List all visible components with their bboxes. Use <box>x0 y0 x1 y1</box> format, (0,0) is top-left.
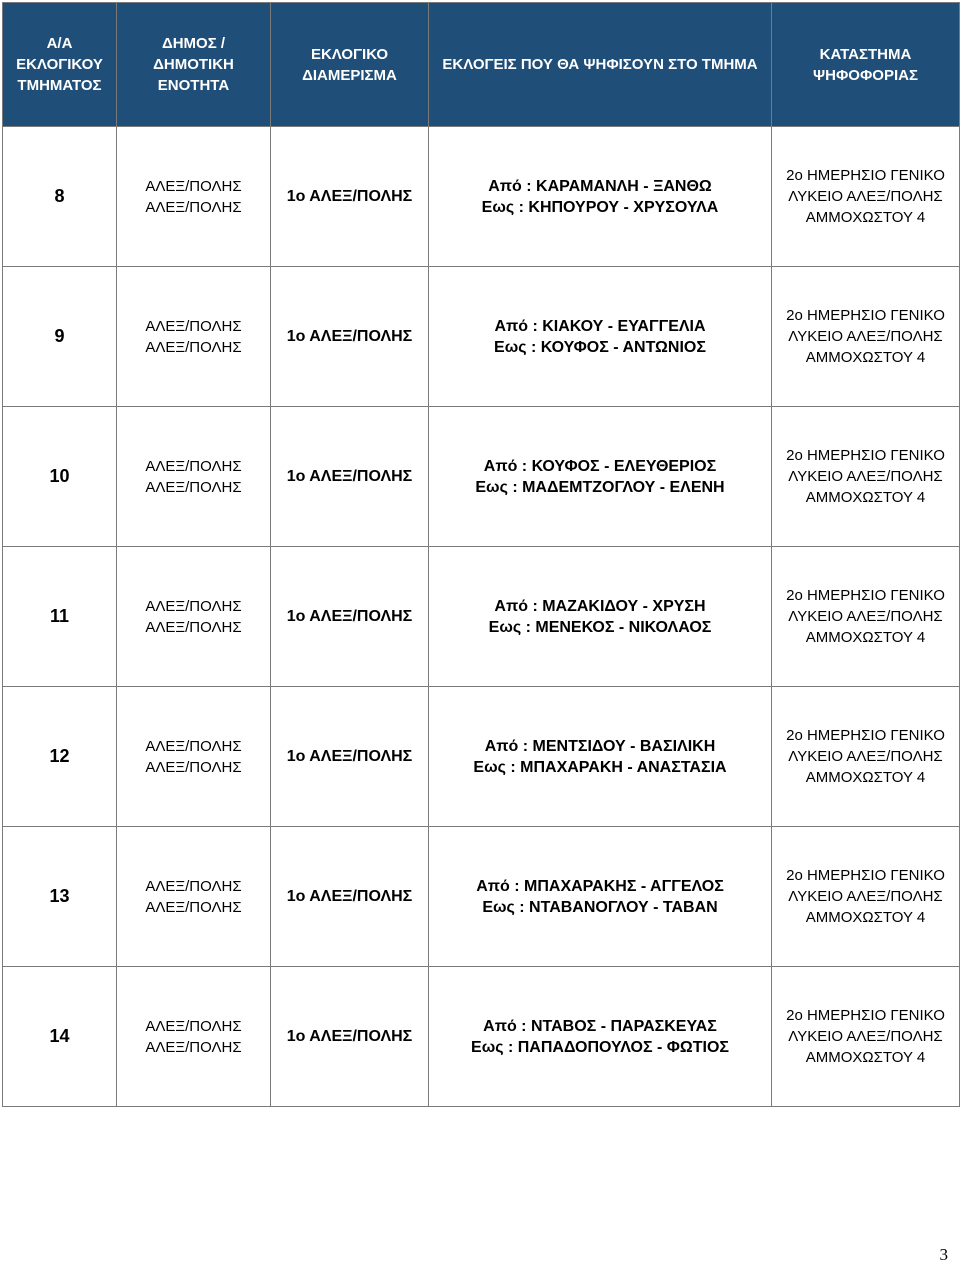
voters-range-cell <box>429 547 772 687</box>
polling-station-cell: 2ο ΗΜΕΡΗΣΙΟ ΓΕΝΙΚΟ ΛΥΚΕΙΟ ΑΛΕΞ/ΠΟΛΗΣ ΑΜΜΟΧΩΣΤΟΥ 4 <box>772 407 960 547</box>
voters-from: Από : ΝΤΑΒΟΣ - ΠΑΡΑΣΚΕΥΑΣ <box>483 1017 717 1035</box>
municipality-cell: ΑΛΕΞ/ΠΟΛΗΣ ΑΛΕΞ/ΠΟΛΗΣ <box>117 967 271 1107</box>
table-row <box>3 547 960 687</box>
polling-station-cell: 2ο ΗΜΕΡΗΣΙΟ ΓΕΝΙΚΟ ΛΥΚΕΙΟ ΑΛΕΞ/ΠΟΛΗΣ ΑΜΜΟΧΩΣΤΟΥ 4 <box>772 267 960 407</box>
table-row <box>3 267 960 407</box>
voters-range-cell <box>429 687 772 827</box>
district-cell: 1ο ΑΛΕΞ/ΠΟΛΗΣ <box>271 407 429 547</box>
voters-from: Από : ΚΙΑΚΟΥ - ΕΥΑΓΓΕΛΙΑ <box>494 317 706 335</box>
voters-from: Από : ΜΕΝΤΣΙΔΟΥ - ΒΑΣΙΛΙΚΗ <box>484 737 716 755</box>
polling-station-cell: 2ο ΗΜΕΡΗΣΙΟ ΓΕΝΙΚΟ ΛΥΚΕΙΟ ΑΛΕΞ/ΠΟΛΗΣ ΑΜΜΟΧΩΣΤΟΥ 4 <box>772 547 960 687</box>
municipality-cell: ΑΛΕΞ/ΠΟΛΗΣ ΑΛΕΞ/ΠΟΛΗΣ <box>117 827 271 967</box>
district-cell: 1ο ΑΛΕΞ/ΠΟΛΗΣ <box>271 547 429 687</box>
municipality-cell: ΑΛΕΞ/ΠΟΛΗΣ ΑΛΕΞ/ΠΟΛΗΣ <box>117 407 271 547</box>
section-number: 8 <box>3 127 117 267</box>
polling-station-cell: 2ο ΗΜΕΡΗΣΙΟ ΓΕΝΙΚΟ ΛΥΚΕΙΟ ΑΛΕΞ/ΠΟΛΗΣ ΑΜΜΟΧΩΣΤΟΥ 4 <box>772 687 960 827</box>
section-number: 13 <box>3 827 117 967</box>
voters-to: Εως : ΜΕΝΕΚΟΣ - ΝΙΚΟΛΑΟΣ <box>488 618 712 636</box>
header-aa: Α/Α ΕΚΛΟΓΙΚΟΥ ΤΜΗΜΑΤΟΣ <box>3 3 117 127</box>
header-district: ΕΚΛΟΓΙΚΟ ΔΙΑΜΕΡΙΣΜΑ <box>271 3 429 127</box>
district-cell: 1ο ΑΛΕΞ/ΠΟΛΗΣ <box>271 127 429 267</box>
voters-from: Από : ΚΑΡΑΜΑΝΛΗ - ΞΑΝΘΩ <box>488 177 712 195</box>
voters-from: Από : ΜΑΖΑΚΙΔΟΥ - ΧΡΥΣΗ <box>494 597 706 615</box>
polling-table <box>2 2 960 1107</box>
voters-range-cell <box>429 127 772 267</box>
voters-range-cell <box>429 827 772 967</box>
header-voters: ΕΚΛΟΓΕΙΣ ΠΟΥ ΘΑ ΨΗΦΙΣΟΥΝ ΣΤΟ ΤΜΗΜΑ <box>429 3 772 127</box>
polling-station-cell: 2ο ΗΜΕΡΗΣΙΟ ΓΕΝΙΚΟ ΛΥΚΕΙΟ ΑΛΕΞ/ΠΟΛΗΣ ΑΜΜΟΧΩΣΤΟΥ 4 <box>772 127 960 267</box>
voters-range-cell <box>429 967 772 1107</box>
section-number: 11 <box>3 547 117 687</box>
municipality-cell: ΑΛΕΞ/ΠΟΛΗΣ ΑΛΕΞ/ΠΟΛΗΣ <box>117 687 271 827</box>
voters-from: Από : ΚΟΥΦΟΣ - ΕΛΕΥΘΕΡΙΟΣ <box>483 457 717 475</box>
table-row <box>3 687 960 827</box>
voters-to: Εως : ΠΑΠΑΔΟΠΟΥΛΟΣ - ΦΩΤΙΟΣ <box>471 1038 729 1056</box>
municipality-cell: ΑΛΕΞ/ΠΟΛΗΣ ΑΛΕΞ/ΠΟΛΗΣ <box>117 267 271 407</box>
district-cell: 1ο ΑΛΕΞ/ΠΟΛΗΣ <box>271 687 429 827</box>
district-cell: 1ο ΑΛΕΞ/ΠΟΛΗΣ <box>271 267 429 407</box>
section-number: 10 <box>3 407 117 547</box>
voters-from: Από : ΜΠΑΧΑΡΑΚΗΣ - ΑΓΓΕΛΟΣ <box>476 877 724 895</box>
voters-to: Εως : ΚΗΠΟΥΡΟΥ - ΧΡΥΣΟΥΛΑ <box>481 198 719 216</box>
district-cell: 1ο ΑΛΕΞ/ΠΟΛΗΣ <box>271 967 429 1107</box>
section-number: 9 <box>3 267 117 407</box>
table-row <box>3 967 960 1107</box>
voters-range-cell <box>429 407 772 547</box>
voters-to: Εως : ΝΤΑΒΑΝΟΓΛΟΥ - ΤΑΒΑΝ <box>482 898 718 916</box>
polling-station-cell: 2ο ΗΜΕΡΗΣΙΟ ΓΕΝΙΚΟ ΛΥΚΕΙΟ ΑΛΕΞ/ΠΟΛΗΣ ΑΜΜΟΧΩΣΤΟΥ 4 <box>772 967 960 1107</box>
table-row <box>3 407 960 547</box>
header-polling-station: ΚΑΤΑΣΤΗΜΑ ΨΗΦΟΦΟΡΙΑΣ <box>772 3 960 127</box>
section-number: 12 <box>3 687 117 827</box>
municipality-cell: ΑΛΕΞ/ΠΟΛΗΣ ΑΛΕΞ/ΠΟΛΗΣ <box>117 127 271 267</box>
voters-range-cell <box>429 267 772 407</box>
voters-to: Εως : ΜΑΔΕΜΤΖΟΓΛΟΥ - ΕΛΕΝΗ <box>475 478 725 496</box>
header-row <box>3 3 960 127</box>
municipality-cell: ΑΛΕΞ/ΠΟΛΗΣ ΑΛΕΞ/ΠΟΛΗΣ <box>117 547 271 687</box>
voters-to: Εως : ΚΟΥΦΟΣ - ΑΝΤΩΝΙΟΣ <box>494 338 706 356</box>
header-municipality: ΔΗΜΟΣ / ΔΗΜΟΤΙΚΗ ΕΝΟΤΗΤΑ <box>117 3 271 127</box>
table-row <box>3 827 960 967</box>
district-cell: 1ο ΑΛΕΞ/ΠΟΛΗΣ <box>271 827 429 967</box>
section-number: 14 <box>3 967 117 1107</box>
voters-to: Εως : ΜΠΑΧΑΡΑΚΗ - ΑΝΑΣΤΑΣΙΑ <box>473 758 727 776</box>
page-number: 3 <box>939 1245 948 1264</box>
table-row <box>3 127 960 267</box>
polling-station-cell: 2ο ΗΜΕΡΗΣΙΟ ΓΕΝΙΚΟ ΛΥΚΕΙΟ ΑΛΕΞ/ΠΟΛΗΣ ΑΜΜΟΧΩΣΤΟΥ 4 <box>772 827 960 967</box>
